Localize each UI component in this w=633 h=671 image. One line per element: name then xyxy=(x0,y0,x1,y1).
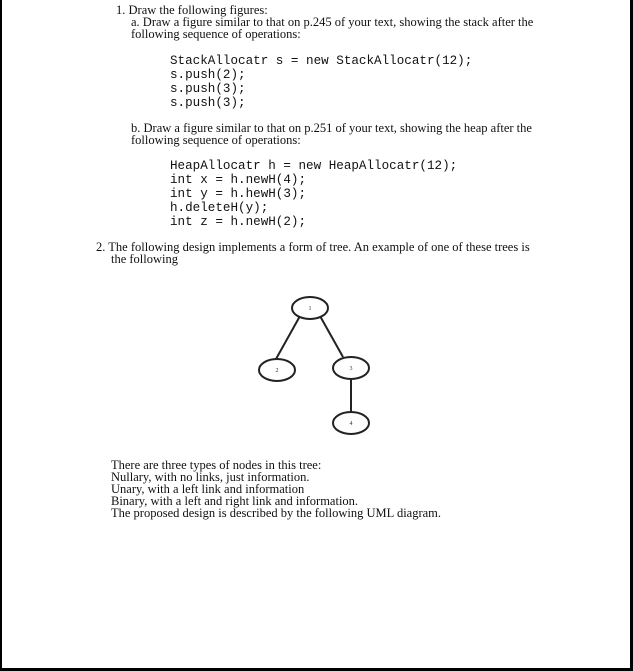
desc-line: Nullary, with no links, just information. xyxy=(111,470,310,484)
edge-1-2 xyxy=(276,316,300,359)
code-line: int y = h.hewH(3); xyxy=(170,187,307,201)
desc-line: Binary, with a left and right link and information. xyxy=(111,494,359,508)
code-line: s.push(3); xyxy=(170,96,246,110)
q2-line-2: the following xyxy=(111,252,179,266)
tree-diagram xyxy=(240,288,390,438)
desc-line: Unary, with a left link and information xyxy=(111,482,305,496)
desc-line: There are three types of nodes in this tree: xyxy=(111,458,322,472)
tree-node-4-label: 4 xyxy=(349,421,353,427)
code-line: int x = h.newH(4); xyxy=(170,173,307,187)
code-line: StackAllocatr s = new StackAllocatr(12); xyxy=(170,54,473,68)
tree-node-3-label: 3 xyxy=(349,366,353,372)
q1a-line-1: a. Draw a figure similar to that on p.245 of your text, showing the stack after the xyxy=(131,15,534,29)
tree-node-1-label: 1 xyxy=(308,306,312,312)
q1b-line-1: b. Draw a figure similar to that on p.251 of your text, showing the heap after the xyxy=(131,121,532,135)
page-border-left xyxy=(0,0,2,671)
q1a-line-2: following sequence of operations: xyxy=(131,27,301,41)
tree-node-2-label: 2 xyxy=(275,368,279,374)
q1-heading: 1. Draw the following figures: xyxy=(116,3,268,17)
code-line: int z = h.newH(2); xyxy=(170,215,307,229)
code-line: HeapAllocatr h = new HeapAllocatr(12); xyxy=(170,159,458,173)
q1b-line-2: following sequence of operations: xyxy=(131,133,301,147)
code-line: h.deleteH(y); xyxy=(170,201,269,215)
q2-line-1: 2. The following design implements a form of tree. An example of one of these trees is xyxy=(96,240,530,254)
desc-line: The proposed design is described by the following UML diagram. xyxy=(111,506,442,520)
edge-1-3 xyxy=(320,316,343,357)
code-line: s.push(2); xyxy=(170,68,246,82)
code-line: s.push(3); xyxy=(170,82,246,96)
